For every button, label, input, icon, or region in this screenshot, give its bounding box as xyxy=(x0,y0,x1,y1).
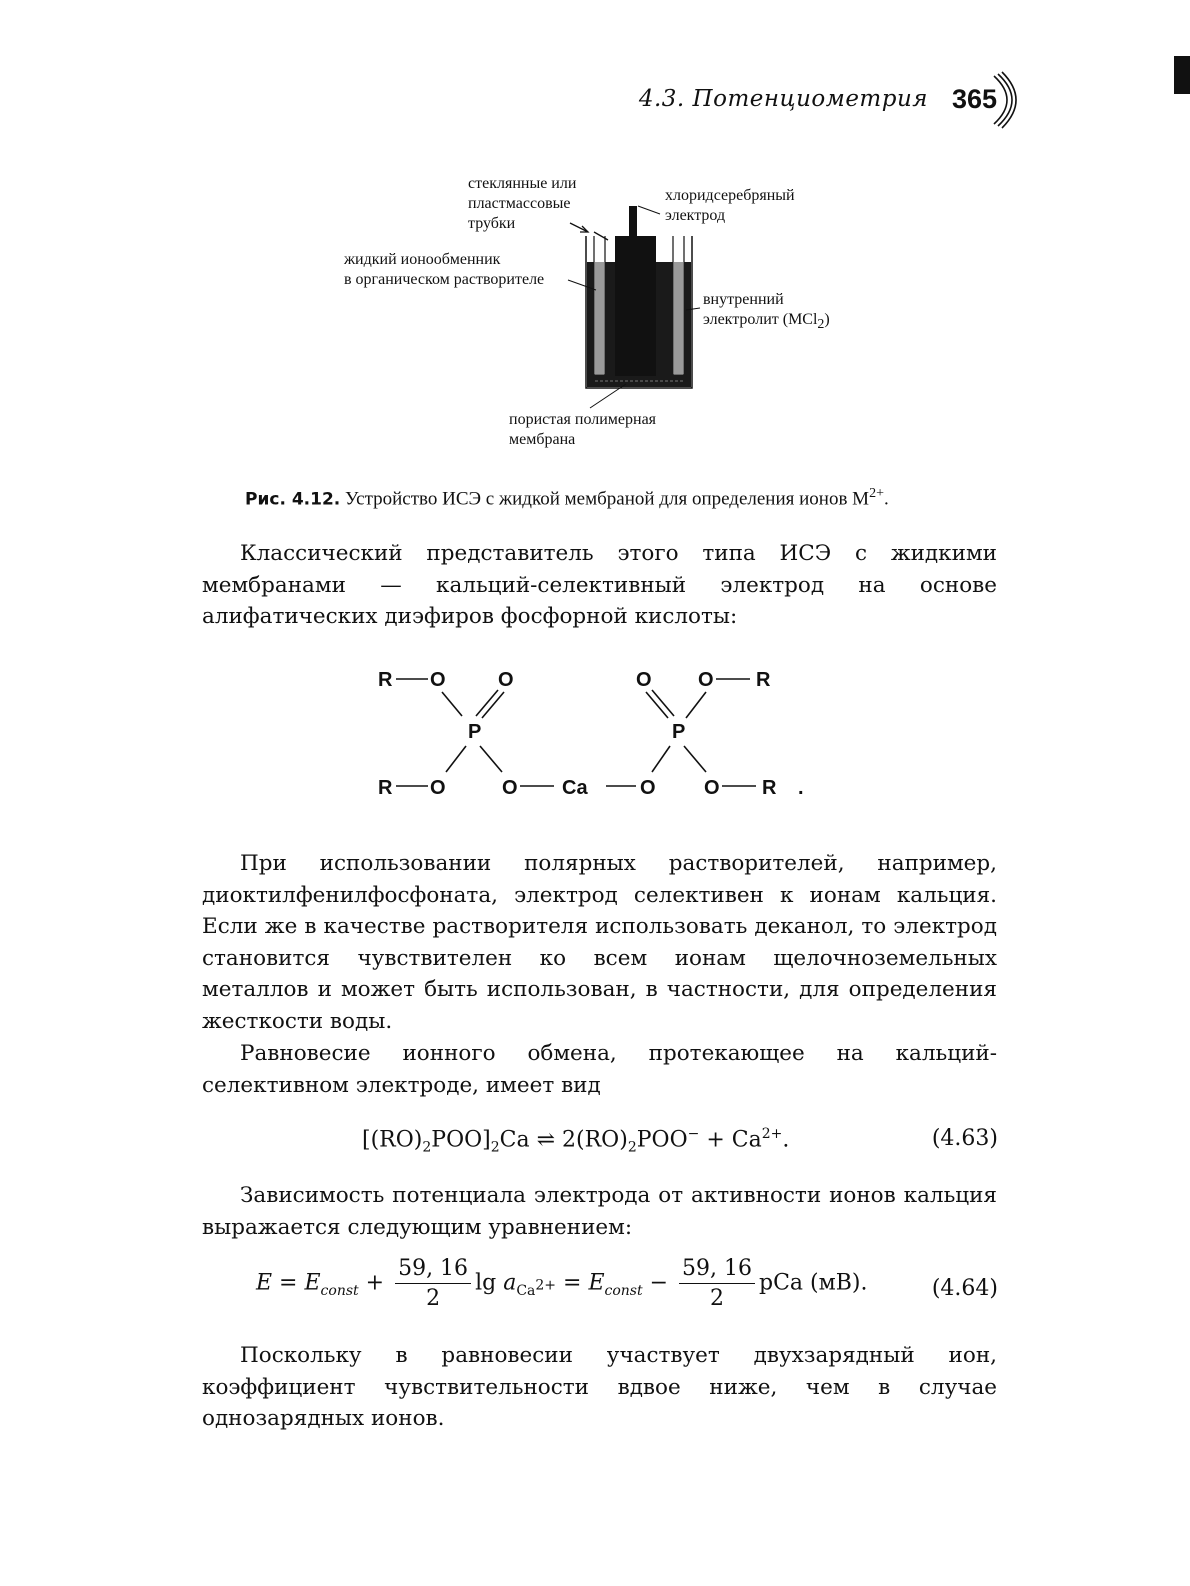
atom-o5: O xyxy=(640,777,656,799)
page-corner-ornament xyxy=(990,70,1026,130)
paragraph-5: Поскольку в равновесии участвует двухзарядный ион, коэффициент чувствительности вдвое ниже, чем в случае однозарядных ионов. xyxy=(202,1343,997,1432)
equation-number-4-63: (4.63) xyxy=(931,1126,998,1151)
calcium-phosphate-ester-structure xyxy=(370,660,830,810)
atom-o6: O xyxy=(636,669,652,691)
page-number: 365 xyxy=(952,84,998,114)
atom-p2: P xyxy=(672,721,686,743)
running-title: 4.3. Потенциометрия xyxy=(638,86,928,112)
atom-r2: R xyxy=(378,777,393,799)
atom-o1: O xyxy=(430,669,446,691)
paragraph-2: При использовании полярных растворителей, например, диоктилфенилфосфоната, электрод селективен к ионам кальция. Если же в качестве растворителя использовать деканол, то электрод становится чувствителен ко всем ионам щелочноземельных металлов и может быть использован, в частности, для определения жесткости воды. xyxy=(202,851,997,1034)
label-ion-exchanger: жидкий ионообменник в органическом растворителе xyxy=(344,251,545,288)
structure-end-dot: . xyxy=(798,777,804,799)
equation-4-63: $[(RO)_2POO]_2Ca$ ⇌ $2(RO)_2POO^- + Ca^{2+}$. xyxy=(362,1126,790,1156)
atom-r3: R xyxy=(756,669,771,691)
atom-o3: O xyxy=(430,777,446,799)
paragraph-1: Классический представитель этого типа ИСЭ с жидкими мембранами — кальций-селективный электрод на основе алифатических диэфиров фосфорной кислоты: xyxy=(202,541,997,630)
equation-number-4-64: (4.64) xyxy=(931,1276,998,1301)
atom-o8: O xyxy=(704,777,720,799)
label-agcl-electrode: хлоридсеребряный электрод xyxy=(665,187,795,224)
caption-label: Рис. 4.12. xyxy=(245,489,341,510)
figure-caption: Рис. 4.12. Устройство ИСЭ с жидкой мембраной для определения ионов $M^{2+}$. xyxy=(245,486,889,510)
atom-o7: O xyxy=(698,669,714,691)
paragraph-4: Зависимость потенциала электрода от активности ионов кальция выражается следующим уравнением: xyxy=(202,1183,997,1240)
atom-o4: O xyxy=(502,777,518,799)
label-tubes: стеклянные или пластмассовые трубки xyxy=(468,175,577,232)
atom-p1: P xyxy=(468,721,482,743)
atom-ca: Ca xyxy=(562,777,588,799)
equation-4-64: $E = E_{const}$ + $\frac{59, 16}{2}$ $\lg a_{Ca^{2+}} = E_{const}$ − $\frac{59, 16}{2}$ pCa (мВ). xyxy=(256,1256,868,1311)
atom-o2: O xyxy=(498,669,514,691)
label-internal-electrolyte: внутренний электролит (MCl$_2$) xyxy=(703,291,830,333)
page-edge-mark xyxy=(1174,56,1190,94)
caption-text: Устройство ИСЭ с жидкой мембраной для определения ионов M xyxy=(344,488,870,510)
label-porous-membrane: пористая полимерная мембрана xyxy=(509,411,657,448)
atom-r1: R xyxy=(378,669,393,691)
atom-r4: R xyxy=(762,777,777,799)
paragraph-3: Равновесие ионного обмена, протекающее на кальций-селективном электроде, имеет вид xyxy=(202,1041,997,1098)
